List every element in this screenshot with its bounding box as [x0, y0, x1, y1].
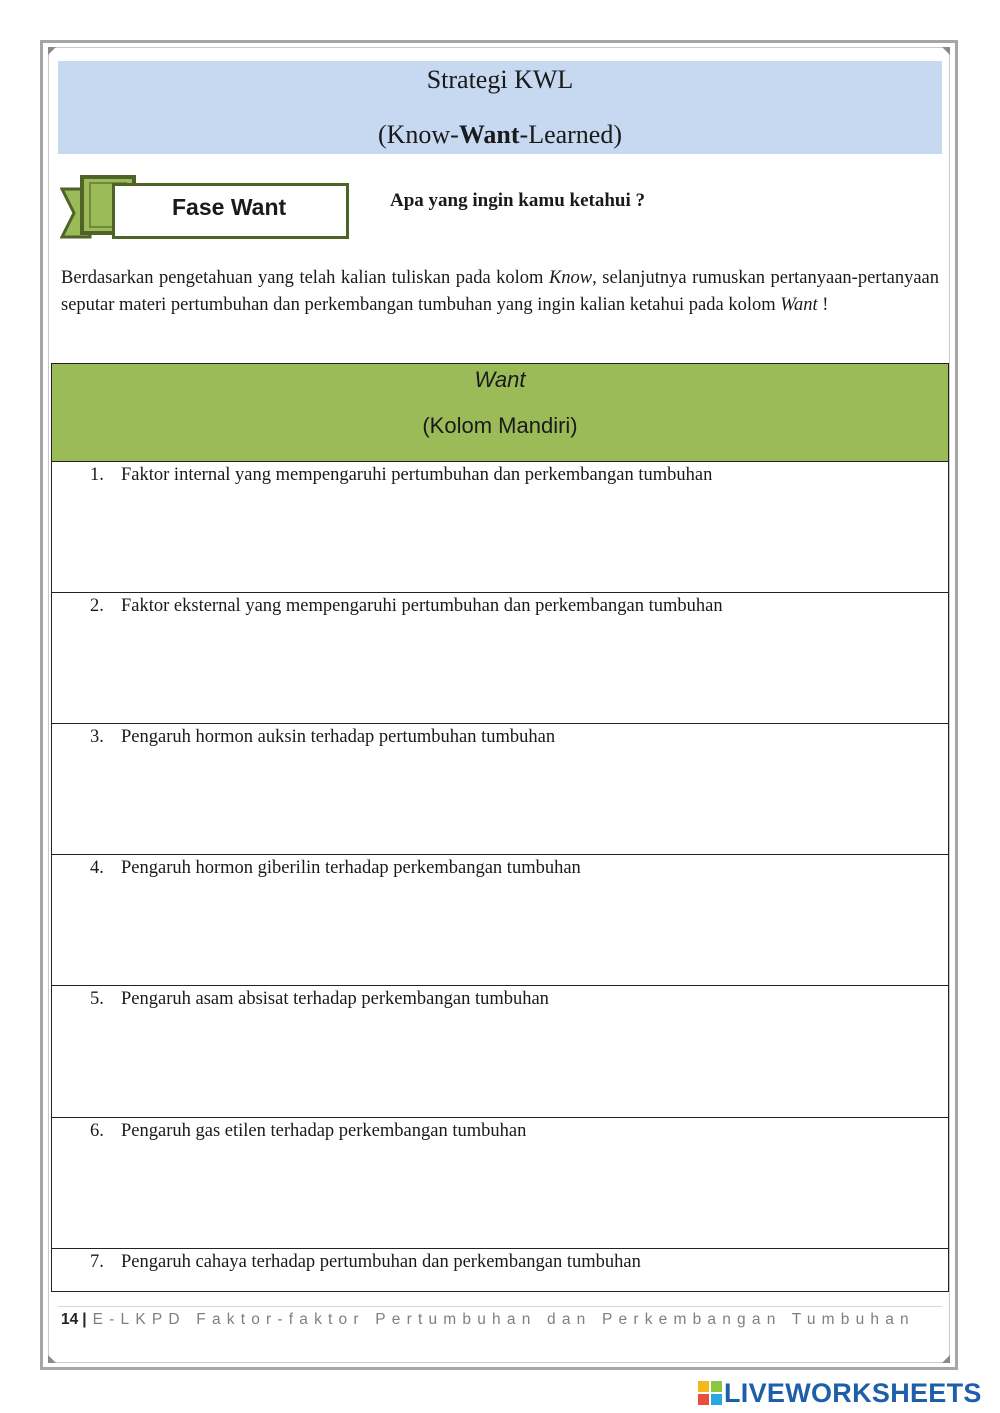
liveworksheets-logo-icon: [698, 1381, 722, 1405]
row-number: 4.: [90, 858, 104, 878]
corner-ornament-top-right: [942, 47, 950, 55]
row-text: Pengaruh hormon auksin terhadap pertumbuhan tumbuhan: [121, 727, 556, 747]
intro-text-2: , selanjutnya rumuskan pertanyaan-pertanyaan seputar materi pertumbuhan dan perkembangan tumbuhan yang ingin kalian ketahui pada kolom: [61, 268, 939, 315]
phase-question: Apa yang ingin kamu ketahui ?: [390, 190, 645, 211]
footer-divider: [58, 1306, 942, 1307]
row-number: 3.: [90, 727, 104, 747]
table-row[interactable]: [52, 854, 948, 986]
footer-separator: |: [82, 1311, 87, 1328]
instruction-paragraph: [61, 265, 939, 319]
intro-text-1: Berdasarkan pengetahuan yang telah kalian tuliskan pada kolom: [61, 268, 549, 288]
brand-name: LIVEWORKSHEETS: [724, 1378, 982, 1408]
row-number: 5.: [90, 989, 104, 1009]
row-number: 6.: [90, 1121, 104, 1141]
page-subtitle: [58, 118, 942, 152]
page-number: 14: [61, 1311, 79, 1328]
page-footer: [61, 1309, 915, 1331]
corner-ornament-bottom-left: [48, 1355, 56, 1363]
subtitle-suffix: -Learned): [519, 120, 623, 149]
phase-label: Fase Want: [172, 194, 287, 220]
table-row[interactable]: [52, 723, 948, 855]
subtitle-prefix: (Know-: [377, 120, 459, 149]
row-text: Pengaruh hormon giberilin terhadap perkembangan tumbuhan: [121, 858, 581, 878]
table-row[interactable]: [52, 985, 948, 1118]
corner-ornament-bottom-right: [942, 1355, 950, 1363]
phase-badge: [60, 175, 360, 245]
want-table: [51, 363, 949, 1292]
intro-want: Want: [780, 295, 818, 315]
intro-know: Know: [548, 268, 593, 288]
row-text: Pengaruh gas etilen terhadap perkembangan tumbuhan: [121, 1121, 527, 1141]
row-text: Faktor eksternal yang mempengaruhi pertumbuhan dan perkembangan tumbuhan: [121, 596, 723, 616]
row-number: 2.: [90, 596, 104, 616]
subtitle-bold: Want: [458, 120, 520, 149]
table-row[interactable]: [52, 1117, 948, 1249]
row-text: Pengaruh asam absisat terhadap perkembangan tumbuhan: [121, 989, 549, 1009]
row-number: 7.: [90, 1252, 104, 1272]
table-row[interactable]: [52, 1248, 948, 1291]
footer-course-title: E-LKPD Faktor-faktor Pertumbuhan dan Perkembangan Tumbuhan: [92, 1311, 915, 1328]
row-text: Faktor internal yang mempengaruhi pertumbuhan dan perkembangan tumbuhan: [121, 465, 713, 485]
intro-text-3: !: [817, 295, 829, 315]
table-row[interactable]: [52, 592, 948, 724]
corner-ornament-top-left: [48, 47, 56, 55]
title-banner: [58, 61, 942, 154]
table-row[interactable]: [52, 461, 948, 593]
table-header: [52, 364, 948, 462]
table-header-subtitle: (Kolom Mandiri): [422, 413, 578, 438]
page-title: Strategi KWL: [426, 65, 574, 94]
table-header-title: Want: [474, 367, 526, 392]
row-text: Pengaruh cahaya terhadap pertumbuhan dan perkembangan tumbuhan: [121, 1252, 641, 1272]
row-number: 1.: [90, 465, 104, 485]
